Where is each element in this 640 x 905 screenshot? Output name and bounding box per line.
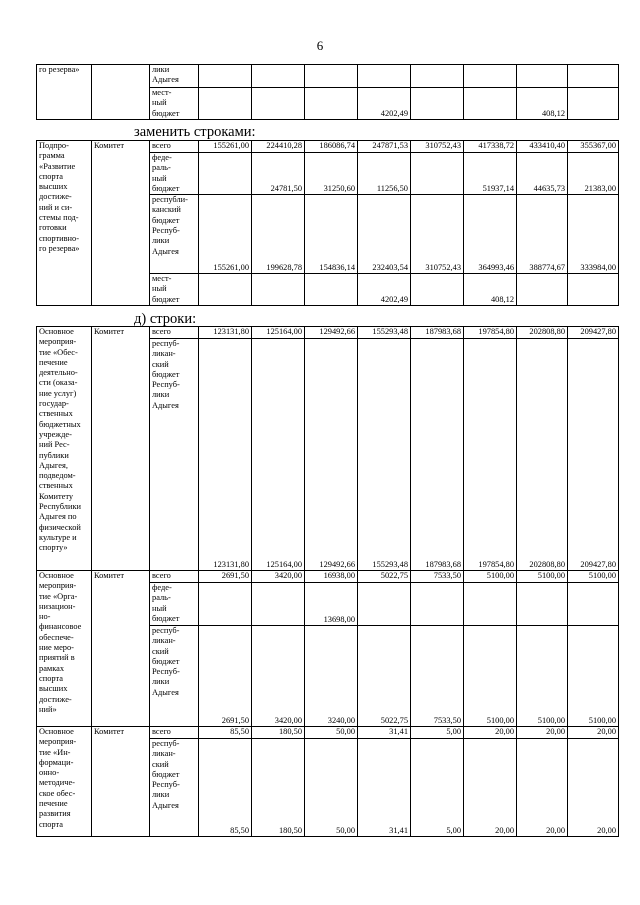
value-cell: 199628,78 — [252, 195, 305, 274]
value-cell: 5100,00 — [568, 571, 619, 583]
value-cell: 433410,40 — [517, 141, 568, 153]
value-cell: 408,12 — [464, 274, 517, 306]
value-cell: 2691,50 — [199, 626, 252, 727]
value-cell — [411, 583, 464, 626]
value-cell: 155261,00 — [199, 195, 252, 274]
value-cell — [252, 583, 305, 626]
value-cell — [517, 274, 568, 306]
value-cell: 180,50 — [252, 739, 305, 837]
value-cell: 20,00 — [517, 739, 568, 837]
program-name-continued: го резерва» — [37, 65, 92, 120]
value-cell — [568, 583, 619, 626]
value-cell: 310752,43 — [411, 195, 464, 274]
value-cell: 247871,53 — [358, 141, 411, 153]
value-cell: 50,00 — [305, 727, 358, 739]
value-cell: 187983,68 — [411, 327, 464, 339]
value-cell: 209427,80 — [568, 327, 619, 339]
value-cell: 4202,49 — [358, 88, 411, 120]
value-cell — [358, 583, 411, 626]
funding-source: респуб- ликан- ский бюджет Респуб- лики Адыгея — [150, 626, 199, 727]
value-cell: 202808,80 — [517, 327, 568, 339]
events-table — [36, 326, 619, 837]
value-cell: 5022,75 — [358, 571, 411, 583]
executor: Комитет — [92, 141, 150, 306]
value-cell: 7533,50 — [411, 571, 464, 583]
value-cell: 310752,43 — [411, 141, 464, 153]
value-cell: 232403,54 — [358, 195, 411, 274]
value-cell: 123131,80 — [199, 339, 252, 571]
value-cell: 186086,74 — [305, 141, 358, 153]
value-cell — [252, 274, 305, 306]
funding-source: всего — [150, 571, 199, 583]
page-number: 6 — [316, 38, 324, 53]
value-cell: 5100,00 — [517, 626, 568, 727]
value-cell: 85,50 — [199, 739, 252, 837]
value-cell: 155261,00 — [199, 141, 252, 153]
funding-source: мест- ный бюджет — [150, 274, 199, 306]
value-cell: 51937,14 — [464, 153, 517, 195]
funding-source: мест- ный бюджет — [150, 88, 199, 120]
value-cell: 2691,50 — [199, 571, 252, 583]
value-cell: 4202,49 — [358, 274, 411, 306]
program-name: Подпро- грамма «Развитие спорта высших достиже- ний и си- стемы под- готовки спортивно- го резерва» — [37, 141, 92, 306]
value-cell: 125164,00 — [252, 327, 305, 339]
value-cell: 129492,66 — [305, 339, 358, 571]
executor: Комитет — [92, 327, 150, 571]
value-cell: 7533,50 — [411, 626, 464, 727]
value-cell: 5,00 — [411, 739, 464, 837]
value-cell — [517, 583, 568, 626]
value-cell — [199, 583, 252, 626]
value-cell: 408,12 — [517, 88, 568, 120]
table-row — [37, 141, 619, 153]
value-cell: 355367,00 — [568, 141, 619, 153]
value-cell: 31,41 — [358, 739, 411, 837]
executor: Комитет — [92, 727, 150, 837]
value-cell: 20,00 — [568, 727, 619, 739]
value-cell: 417338,72 — [464, 141, 517, 153]
value-cell: 5022,75 — [358, 626, 411, 727]
value-cell: 20,00 — [464, 727, 517, 739]
event-name: Основное мероприя- тие «Ин- формаци- онно- методиче- ское обес- печение развития спорта — [37, 727, 92, 837]
funding-source: республи- канский бюджет Респуб- лики Адыгея — [150, 195, 199, 274]
table-row — [37, 571, 619, 583]
value-cell: 364993,46 — [464, 195, 517, 274]
value-cell: 5,00 — [411, 727, 464, 739]
funding-source: феде- раль- ный бюджет — [150, 153, 199, 195]
value-cell: 20,00 — [517, 727, 568, 739]
value-cell: 85,50 — [199, 727, 252, 739]
program-table — [36, 140, 619, 306]
funding-source: феде- раль- ный бюджет — [150, 583, 199, 626]
value-cell: 5100,00 — [517, 571, 568, 583]
value-cell: 209427,80 — [568, 339, 619, 571]
value-cell — [411, 153, 464, 195]
executor-cell — [92, 65, 150, 120]
value-cell: 24781,50 — [252, 153, 305, 195]
table-row — [37, 727, 619, 739]
funding-source: респуб- ликан- ский бюджет Респуб- лики Адыгея — [150, 339, 199, 571]
value-cell: 20,00 — [568, 739, 619, 837]
value-cell: 197854,80 — [464, 327, 517, 339]
value-cell: 31250,60 — [305, 153, 358, 195]
value-cell: 154836,14 — [305, 195, 358, 274]
value-cell: 187983,68 — [411, 339, 464, 571]
value-cell: 224410,28 — [252, 141, 305, 153]
table-row — [37, 327, 619, 339]
d-rows-heading: д) строки: — [134, 311, 197, 327]
value-cell: 123131,80 — [199, 327, 252, 339]
funding-source: респуб- ликан- ский бюджет Респуб- лики Адыгея — [150, 739, 199, 837]
value-cell — [199, 153, 252, 195]
value-cell: 3420,00 — [252, 626, 305, 727]
value-cell: 21383,00 — [568, 153, 619, 195]
value-cell: 3240,00 — [305, 626, 358, 727]
funding-source: всего — [150, 141, 199, 153]
funding-source: всего — [150, 327, 199, 339]
executor: Комитет — [92, 571, 150, 727]
value-cell: 155293,48 — [358, 327, 411, 339]
value-cell: 31,41 — [358, 727, 411, 739]
value-cell: 125164,00 — [252, 339, 305, 571]
funding-source: лики Адыгея — [150, 65, 199, 88]
value-cell: 5100,00 — [568, 626, 619, 727]
event-name: Основное мероприя- тие «Обес- печение деятельно- сти (оказа- ние услуг) государ- ственных бюджетных учрежде- ний Рес- публики Адыгея, подведом- ственных Комитету Республики Адыгея по физической культуре и спорту» — [37, 327, 92, 571]
value-cell: 333984,00 — [568, 195, 619, 274]
value-cell: 5100,00 — [464, 626, 517, 727]
funding-source: всего — [150, 727, 199, 739]
value-cell: 50,00 — [305, 739, 358, 837]
value-cell — [411, 274, 464, 306]
value-cell: 155293,48 — [358, 339, 411, 571]
value-cell: 5100,00 — [464, 571, 517, 583]
event-name: Основное мероприя- тие «Орга- низацион- но- финансовое обеспече- ние меро- приятий в рамках спорта высших достиже- ний» — [37, 571, 92, 727]
value-cell: 180,50 — [252, 727, 305, 739]
value-cell: 44635,73 — [517, 153, 568, 195]
value-cell — [568, 274, 619, 306]
value-cell: 20,00 — [464, 739, 517, 837]
value-cell: 388774,67 — [517, 195, 568, 274]
value-cell: 11256,50 — [358, 153, 411, 195]
value-cell — [305, 274, 358, 306]
value-cell — [199, 274, 252, 306]
top-table — [36, 64, 619, 120]
value-cell: 13698,00 — [305, 583, 358, 626]
replace-rows-heading: заменить строками: — [134, 124, 256, 140]
value-cell: 16938,00 — [305, 571, 358, 583]
value-cell: 202808,80 — [517, 339, 568, 571]
value-cell: 129492,66 — [305, 327, 358, 339]
value-cell: 3420,00 — [252, 571, 305, 583]
value-cell: 197854,80 — [464, 339, 517, 571]
value-cell — [464, 583, 517, 626]
